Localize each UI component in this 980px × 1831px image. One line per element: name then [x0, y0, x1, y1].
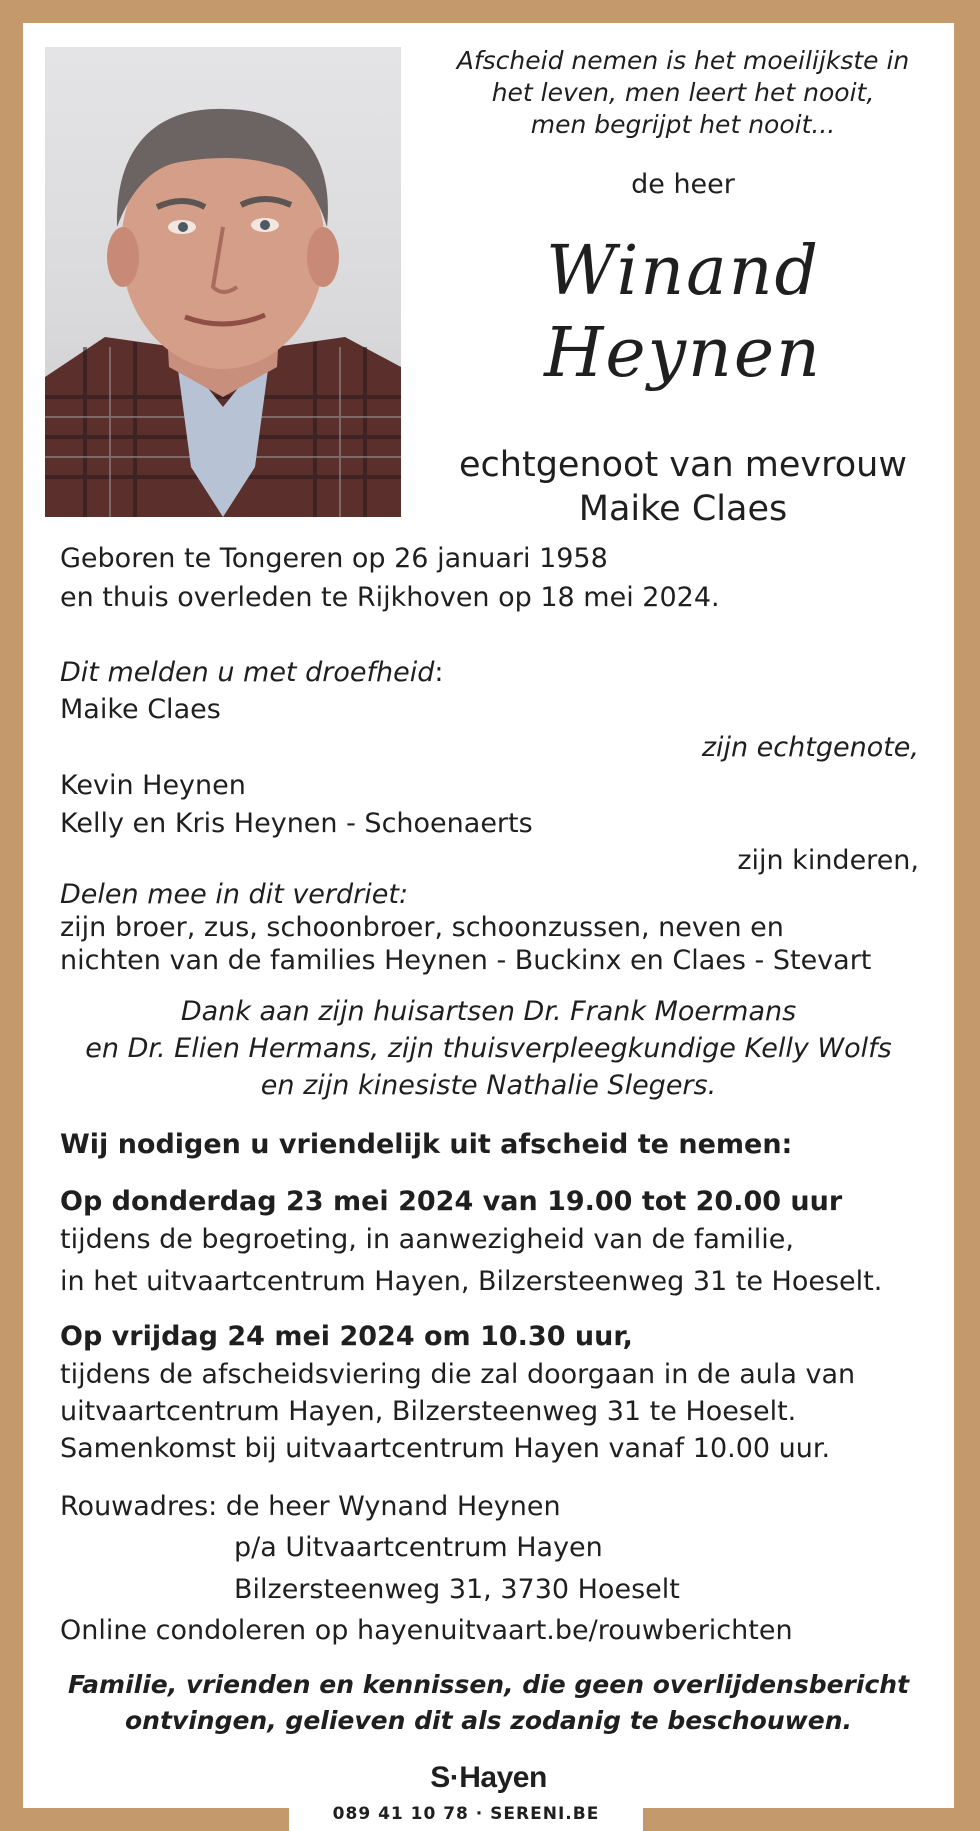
- hayen-logo: S·Hayen: [430, 1761, 547, 1794]
- opening-quote: [413, 45, 953, 141]
- children-role: zijn kinderen,: [737, 845, 919, 876]
- footer-contact: 089 41 10 78 · SERENI.BE: [289, 1802, 643, 1831]
- first-name: Winand: [545, 232, 821, 311]
- share-intro: Delen mee in dit verdriet:: [60, 879, 409, 910]
- spouse-role: zijn echtgenote,: [701, 732, 919, 763]
- death-line: en thuis overleden te Rijkhoven op 18 mei 2024.: [60, 582, 720, 613]
- spouse-relation: echtgenoot van mevrouw: [459, 445, 907, 485]
- thanks-line: en Dr. Elien Hermans, zijn thuisverpleegkundige Kelly Wolfs: [85, 1033, 892, 1064]
- event1-line: in het uitvaartcentrum Hayen, Bilzersteenweg 31 te Hoeselt.: [60, 1266, 883, 1297]
- event2-line: tijdens de afscheidsviering die zal doorgaan in de aula van: [60, 1359, 856, 1390]
- portrait-photo: [45, 47, 401, 517]
- birth-line: Geboren te Tongeren op 26 januari 1958: [60, 543, 608, 574]
- child-mourner: Kelly en Kris Heynen - Schoenaerts: [60, 808, 533, 839]
- address-line: Bilzersteenweg 31, 3730 Hoeselt: [234, 1574, 680, 1605]
- deceased-name: [413, 231, 953, 395]
- invitation-heading: Wij nodigen u vriendelijk uit afscheid te nemen:: [60, 1129, 793, 1160]
- event2-line: uitvaartcentrum Hayen, Bilzersteenweg 31 te Hoeselt.: [60, 1396, 797, 1427]
- spouse-mourner: Maike Claes: [60, 694, 221, 725]
- honorific: de heer: [631, 169, 735, 200]
- spouse-name: Maike Claes: [578, 489, 788, 529]
- event2-heading: Op vrijdag 24 mei 2024 om 10.30 uur,: [60, 1321, 633, 1352]
- obituary-card: [23, 23, 954, 1808]
- notice-line: ontvingen, gelieven dit als zodanig te beschouwen.: [124, 1706, 852, 1735]
- event1-line: tijdens de begroeting, in aanwezigheid van de familie,: [60, 1224, 794, 1255]
- child-mourner: Kevin Heynen: [60, 770, 246, 801]
- family-line: zijn broer, zus, schoonbroer, schoonzussen, neven en: [60, 912, 784, 943]
- event1-heading: Op donderdag 23 mei 2024 van 19.00 tot 20.00 uur: [60, 1186, 843, 1217]
- announced-intro: [60, 657, 443, 688]
- thanks-line: en zijn kinesiste Nathalie Slegers.: [260, 1070, 717, 1101]
- announced-intro-text: Dit melden u met droefheid: [60, 657, 435, 688]
- address-label: Rouwadres: de heer Wynand Heynen: [60, 1491, 561, 1522]
- address-line: p/a Uitvaartcentrum Hayen: [234, 1532, 603, 1563]
- quote-line: men begrijpt het nooit...: [530, 110, 836, 139]
- notice-line: Familie, vrienden en kennissen, die geen overlijdensbericht: [67, 1670, 910, 1699]
- thanks-line: Dank aan zijn huisartsen Dr. Frank Moermans: [180, 996, 797, 1027]
- announced-intro-colon: :: [434, 657, 444, 688]
- quote-line: het leven, men leert het nooit,: [491, 78, 875, 107]
- online-condolences: Online condoleren op hayenuitvaart.be/rouwberichten: [60, 1615, 793, 1646]
- quote-line: Afscheid nemen is het moeilijkste in: [456, 46, 910, 75]
- family-line: nichten van de families Heynen - Buckinx en Claes - Stevart: [60, 945, 872, 976]
- event2-line: Samenkomst bij uitvaartcentrum Hayen vanaf 10.00 uur.: [60, 1433, 831, 1464]
- spouse-line: [413, 443, 953, 531]
- portrait-illustration: [45, 47, 401, 517]
- last-name: Heynen: [544, 314, 822, 393]
